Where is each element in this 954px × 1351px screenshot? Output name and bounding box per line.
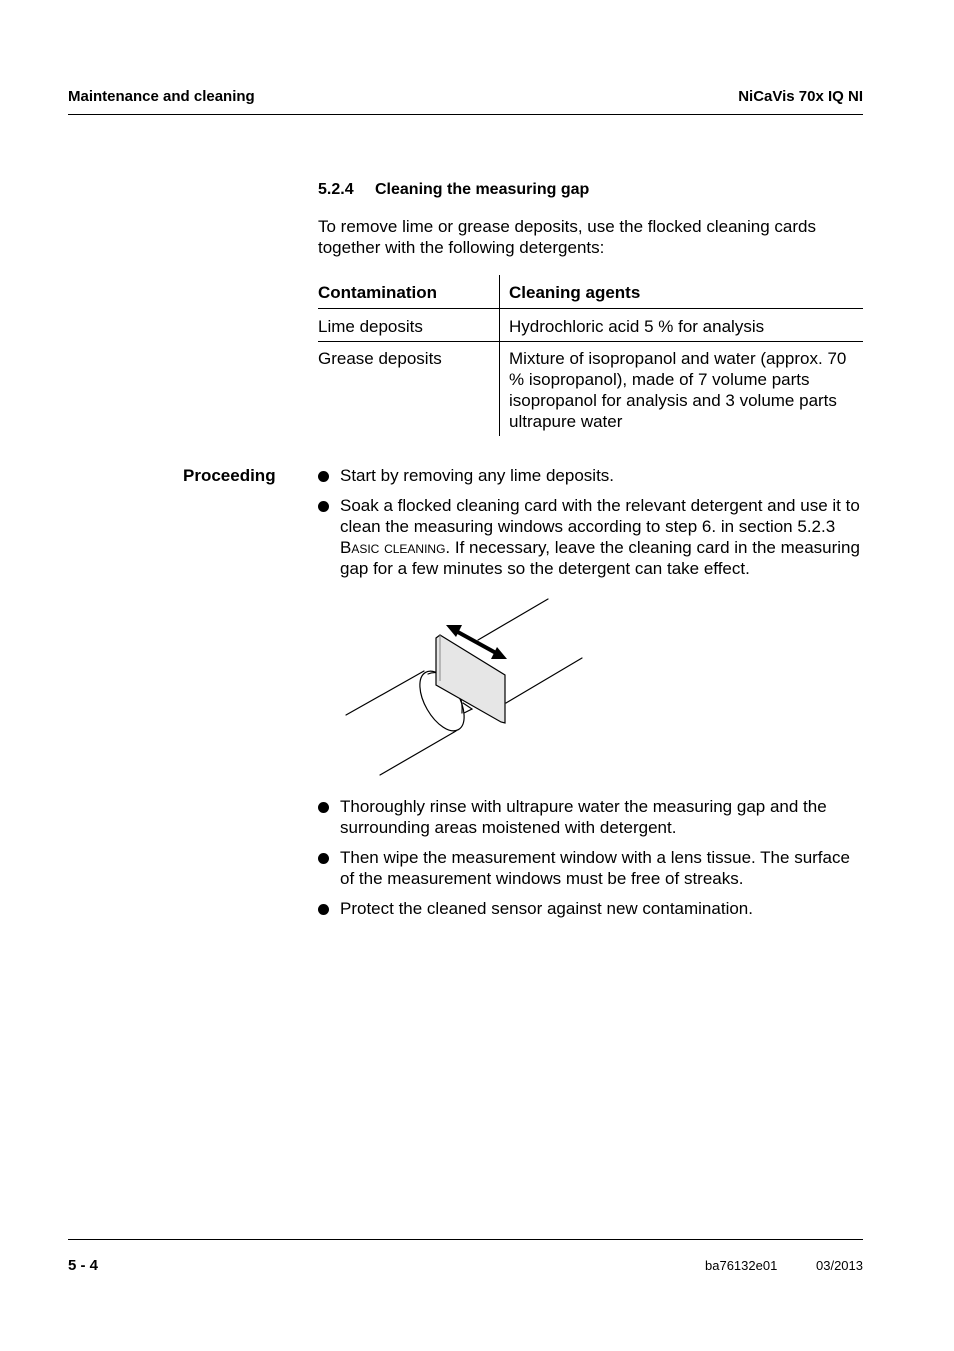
bullet-icon	[318, 853, 329, 864]
list-item	[318, 465, 863, 486]
section-heading	[318, 181, 589, 199]
page-number: 5 - 4	[68, 1257, 99, 1274]
bullet-icon	[318, 471, 329, 482]
bullet-icon	[318, 501, 329, 512]
proceeding-steps-bottom	[318, 796, 863, 919]
bullet-icon	[318, 904, 329, 915]
list-item	[318, 796, 863, 838]
list-item-text-before: Soak a flocked cleaning card with the relevant detergent and use it to clean the measuring windows according to step 6. in section 5.2.3	[340, 496, 860, 536]
document-id: ba76132e01	[705, 1258, 778, 1273]
section-title: Cleaning the measuring gap	[375, 181, 590, 198]
section-number: 5.2.4	[318, 181, 354, 198]
list-item-text: Start by removing any lime deposits.	[340, 466, 615, 485]
table-cell-contamination: Grease deposits	[318, 341, 500, 436]
proceeding-label: Proceeding	[183, 466, 276, 485]
table-cell-agent: Mixture of isopropanol and water (approx. 70 % isopropanol), made of 7 volume parts isopropanol for analysis and 3 volume parts ultrapure water	[500, 341, 864, 436]
table-row	[318, 341, 863, 436]
section-reference: Basic cleaning	[340, 538, 446, 557]
proceeding-steps-top	[318, 465, 863, 579]
header-product-name: NiCaVis 70x IQ NI	[738, 88, 863, 105]
list-item-text: Thoroughly rinse with ultrapure water the measuring gap and the surrounding areas moistened with detergent.	[340, 797, 827, 837]
intro-paragraph: To remove lime or grease deposits, use the flocked cleaning cards together with the following detergents:	[318, 217, 816, 257]
table-cell-agent: Hydrochloric acid 5 % for analysis	[500, 308, 864, 341]
list-item-text: Protect the cleaned sensor against new contamination.	[340, 899, 753, 918]
footer-rule	[68, 1239, 863, 1240]
header-rule	[68, 114, 863, 115]
list-item	[318, 898, 863, 919]
cleaning-agents-table	[318, 275, 863, 436]
list-item-text-after: . If necessary, leave the cleaning card in the measuring gap for a few minutes so the detergent can take effect.	[340, 538, 860, 578]
list-item	[318, 495, 863, 579]
header-chapter-title: Maintenance and cleaning	[68, 88, 255, 105]
list-item	[318, 847, 863, 889]
table-row	[318, 308, 863, 341]
table-header-row	[318, 275, 863, 308]
table-header-contamination: Contamination	[318, 282, 437, 302]
document-date: 03/2013	[816, 1258, 863, 1273]
cleaning-card-illustration	[340, 595, 590, 780]
bullet-icon	[318, 802, 329, 813]
list-item-text: Then wipe the measurement window with a lens tissue. The surface of the measurement windows must be free of streaks.	[340, 848, 850, 888]
table-cell-contamination: Lime deposits	[318, 308, 500, 341]
table-header-cleaning-agents: Cleaning agents	[500, 275, 864, 308]
